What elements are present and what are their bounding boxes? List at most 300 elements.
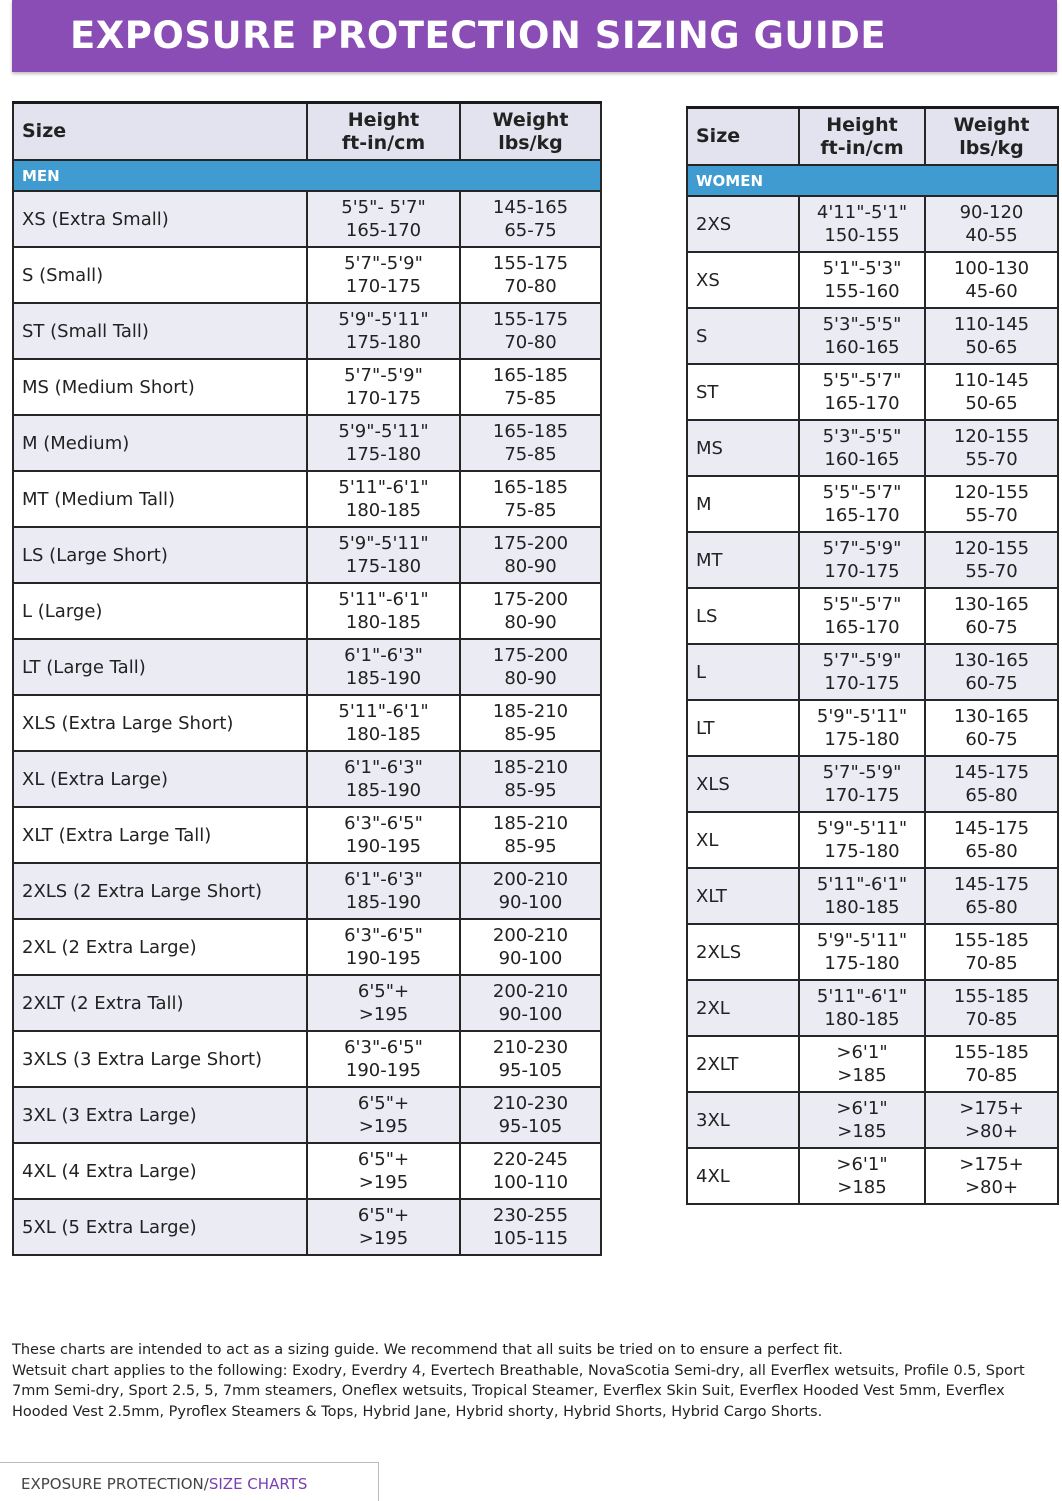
weight-kg: 70-80 <box>504 332 557 353</box>
height-ft-in: 6'5"+ <box>357 1149 410 1170</box>
women-table-row <box>687 1148 1058 1204</box>
weight-kg: 70-85 <box>965 1065 1018 1086</box>
height-ft-in: 6'1"-6'3" <box>344 869 423 890</box>
height-cm: 150-155 <box>824 225 900 246</box>
weight-lbs: 120-155 <box>953 482 1030 503</box>
men-weight-cell <box>460 247 601 303</box>
women-size-cell: XS <box>687 252 799 308</box>
men-size-cell: LS (Large Short) <box>13 527 307 583</box>
height-cm: 170-175 <box>824 785 900 806</box>
men-weight-cell <box>460 639 601 695</box>
weight-lbs: 230-255 <box>492 1205 569 1226</box>
weight-kg: 105-115 <box>492 1228 569 1249</box>
height-ft-in: 5'5"-5'7" <box>822 482 902 503</box>
height-cm: >195 <box>358 1004 409 1025</box>
weight-lbs: 165-185 <box>492 477 569 498</box>
men-height-cell <box>307 583 460 639</box>
men-table-row <box>13 863 601 919</box>
women-size-cell: 2XLT <box>687 1036 799 1092</box>
women-table-row <box>687 364 1058 420</box>
women-height-cell <box>799 420 925 476</box>
height-cm: 180-185 <box>345 724 422 745</box>
men-weight-header: Weight lbs/kg <box>460 103 601 161</box>
height-cm: 160-165 <box>824 449 900 470</box>
women-height-cell <box>799 1092 925 1148</box>
men-table-row <box>13 1087 601 1143</box>
height-cm: 170-175 <box>345 388 422 409</box>
men-size-cell: S (Small) <box>13 247 307 303</box>
height-cm: 160-165 <box>824 337 900 358</box>
weight-lbs: 130-165 <box>953 594 1030 615</box>
women-weight-cell <box>925 924 1058 980</box>
weight-kg: 80-90 <box>504 668 557 689</box>
women-table-row <box>687 700 1058 756</box>
height-cm: 175-180 <box>824 841 900 862</box>
women-size-cell: XLT <box>687 868 799 924</box>
men-height-cell <box>307 807 460 863</box>
men-size-cell: LT (Large Tall) <box>13 639 307 695</box>
men-size-cell: 2XLS (2 Extra Large Short) <box>13 863 307 919</box>
women-height-cell <box>799 1148 925 1204</box>
women-weight-cell <box>925 196 1058 252</box>
height-ft-in: 5'5"- 5'7" <box>341 197 426 218</box>
men-table-row <box>13 415 601 471</box>
height-ft-in: 5'9"-5'11" <box>816 706 908 727</box>
weight-lbs: 130-165 <box>953 706 1030 727</box>
men-table-row <box>13 247 601 303</box>
men-table-row <box>13 471 601 527</box>
men-weight-cell <box>460 919 601 975</box>
height-cm: >185 <box>837 1121 887 1142</box>
men-table-row <box>13 919 601 975</box>
women-weight-cell <box>925 756 1058 812</box>
weight-lbs: 175-200 <box>492 589 569 610</box>
weight-kg: >80+ <box>964 1177 1019 1198</box>
women-size-table <box>686 106 1059 1205</box>
women-weight-cell <box>925 252 1058 308</box>
weight-lbs: 185-210 <box>492 757 569 778</box>
men-size-cell: 5XL (5 Extra Large) <box>13 1199 307 1255</box>
men-weight-cell <box>460 975 601 1031</box>
weight-kg: >80+ <box>964 1121 1019 1142</box>
weight-kg: 50-65 <box>965 393 1018 414</box>
weight-kg: 55-70 <box>965 505 1018 526</box>
weight-lbs: 90-120 <box>959 202 1024 223</box>
men-size-cell: ST (Small Tall) <box>13 303 307 359</box>
women-weight-cell <box>925 980 1058 1036</box>
women-weight-cell <box>925 420 1058 476</box>
women-size-cell: 2XLS <box>687 924 799 980</box>
footer-section: SIZE CHARTS <box>208 1475 308 1493</box>
disclaimer-line-2: Wetsuit chart applies to the following: Exodry, Everdry 4, Evertech Breathable, NovaScotia Semi-dry, all Everflex wetsuits, Profile 0.5, Sport 7mm Semi-dry, Sport 2.5, 5, 7mm steamers, Oneflex wetsuits, Tropical Steamer, Everflex Skin Suit, Everflex Hooded Vest 5mm, Everflex Hooded Vest 2.5mm, Pyroflex Steamers & Tops, Hybrid Jane, Hybrid shorty, Hybrid Shorts, Hybrid Cargo Shorts. <box>12 1362 1025 1420</box>
women-weight-cell <box>925 644 1058 700</box>
height-ft-in: 5'9"-5'11" <box>816 930 908 951</box>
women-size-cell: XL <box>687 812 799 868</box>
weight-kg: 45-60 <box>965 281 1018 302</box>
height-ft-in: 5'5"-5'7" <box>822 370 902 391</box>
footer-label <box>21 1475 307 1493</box>
women-height-cell <box>799 364 925 420</box>
height-ft-in: 6'1"-6'3" <box>344 757 423 778</box>
height-ft-in: 5'11"-6'1" <box>816 874 908 895</box>
height-cm: 165-170 <box>824 505 900 526</box>
men-weight-cell <box>460 583 601 639</box>
weight-kg: 75-85 <box>504 444 557 465</box>
height-ft-in: 5'7"-5'9" <box>344 365 423 386</box>
women-height-cell <box>799 644 925 700</box>
women-weight-cell <box>925 812 1058 868</box>
men-header-row <box>13 103 601 161</box>
height-cm: 180-185 <box>345 612 422 633</box>
weight-lbs: 155-185 <box>953 1042 1030 1063</box>
weight-lbs: >175+ <box>959 1154 1024 1175</box>
height-cm: >195 <box>358 1228 409 1249</box>
men-size-table <box>12 101 602 1256</box>
women-height-cell <box>799 588 925 644</box>
men-size-cell: XL (Extra Large) <box>13 751 307 807</box>
men-size-cell: 2XL (2 Extra Large) <box>13 919 307 975</box>
men-size-cell: MS (Medium Short) <box>13 359 307 415</box>
women-section-bar <box>687 165 1058 196</box>
height-ft-in: 5'9"-5'11" <box>338 421 429 442</box>
women-height-cell <box>799 532 925 588</box>
men-size-cell: MT (Medium Tall) <box>13 471 307 527</box>
weight-lbs: 145-165 <box>492 197 569 218</box>
women-table-row <box>687 588 1058 644</box>
men-weight-cell <box>460 695 601 751</box>
women-size-cell: XLS <box>687 756 799 812</box>
height-cm: 180-185 <box>824 1009 900 1030</box>
men-size-cell: L (Large) <box>13 583 307 639</box>
women-weight-cell <box>925 588 1058 644</box>
weight-kg: 85-95 <box>504 836 557 857</box>
height-cm: 190-195 <box>345 1060 422 1081</box>
men-height-cell <box>307 527 460 583</box>
height-cm: 170-175 <box>345 276 422 297</box>
men-height-cell <box>307 975 460 1031</box>
women-height-cell <box>799 1036 925 1092</box>
height-ft-in: 5'9"-5'11" <box>816 818 908 839</box>
men-weight-cell <box>460 1087 601 1143</box>
footer-brand: EXPOSURE PROTECTION/ <box>21 1475 209 1493</box>
women-height-cell <box>799 980 925 1036</box>
weight-lbs: 145-175 <box>953 762 1030 783</box>
title-banner <box>12 0 1057 72</box>
men-table-row <box>13 303 601 359</box>
height-ft-in: 5'9"-5'11" <box>338 309 429 330</box>
men-table-row <box>13 695 601 751</box>
weight-lbs: 175-200 <box>492 533 569 554</box>
height-ft-in: 5'5"-5'7" <box>822 594 902 615</box>
women-table-row <box>687 196 1058 252</box>
men-size-cell: 3XL (3 Extra Large) <box>13 1087 307 1143</box>
weight-lbs: 175-200 <box>492 645 569 666</box>
women-height-cell <box>799 924 925 980</box>
height-cm: 170-175 <box>824 673 900 694</box>
height-ft-in: 4'11"-5'1" <box>816 202 908 223</box>
women-size-cell: 2XL <box>687 980 799 1036</box>
height-cm: 190-195 <box>345 836 422 857</box>
weight-kg: 90-100 <box>498 948 563 969</box>
women-height-cell <box>799 812 925 868</box>
weight-kg: 60-75 <box>965 729 1018 750</box>
men-table-row <box>13 975 601 1031</box>
height-cm: 155-160 <box>824 281 900 302</box>
women-size-cell: LT <box>687 700 799 756</box>
men-size-cell: 2XLT (2 Extra Tall) <box>13 975 307 1031</box>
weight-lbs: 120-155 <box>953 538 1030 559</box>
weight-kg: 95-105 <box>498 1060 563 1081</box>
height-ft-in: 5'11"-6'1" <box>338 589 429 610</box>
weight-lbs: 165-185 <box>492 365 569 386</box>
weight-lbs: 145-175 <box>953 818 1030 839</box>
weight-lbs: >175+ <box>959 1098 1024 1119</box>
height-cm: 165-170 <box>345 220 422 241</box>
men-weight-cell <box>460 303 601 359</box>
women-height-cell <box>799 700 925 756</box>
women-weight-cell <box>925 364 1058 420</box>
men-height-cell <box>307 1031 460 1087</box>
women-table-row <box>687 1036 1058 1092</box>
women-weight-cell <box>925 700 1058 756</box>
men-weight-cell <box>460 1031 601 1087</box>
height-cm: 190-195 <box>345 948 422 969</box>
men-height-cell <box>307 191 460 247</box>
height-cm: 180-185 <box>824 897 900 918</box>
women-weight-header: Weight lbs/kg <box>925 108 1058 166</box>
men-weight-cell <box>460 527 601 583</box>
height-ft-in: 6'3"-6'5" <box>344 1037 423 1058</box>
height-cm: 175-180 <box>824 953 900 974</box>
women-size-cell: S <box>687 308 799 364</box>
women-weight-cell <box>925 532 1058 588</box>
men-table-row <box>13 751 601 807</box>
women-table-row <box>687 308 1058 364</box>
men-height-cell <box>307 1199 460 1255</box>
men-table-row <box>13 583 601 639</box>
weight-kg: 55-70 <box>965 449 1018 470</box>
women-height-cell <box>799 196 925 252</box>
women-height-cell <box>799 308 925 364</box>
weight-lbs: 155-175 <box>492 309 569 330</box>
men-weight-cell <box>460 1199 601 1255</box>
men-height-cell <box>307 415 460 471</box>
weight-kg: 70-80 <box>504 276 557 297</box>
women-table-row <box>687 868 1058 924</box>
height-ft-in: 6'3"-6'5" <box>344 813 423 834</box>
men-size-cell: M (Medium) <box>13 415 307 471</box>
weight-lbs: 130-165 <box>953 650 1030 671</box>
men-weight-cell <box>460 751 601 807</box>
women-section-label: WOMEN <box>687 165 1058 196</box>
page-title: EXPOSURE PROTECTION SIZING GUIDE <box>70 14 887 57</box>
men-table-row <box>13 807 601 863</box>
height-ft-in: 5'7"-5'9" <box>822 538 902 559</box>
men-height-cell <box>307 1143 460 1199</box>
men-weight-cell <box>460 471 601 527</box>
height-cm: >195 <box>358 1116 409 1137</box>
men-size-cell: XS (Extra Small) <box>13 191 307 247</box>
men-table-row <box>13 359 601 415</box>
height-cm: 175-180 <box>345 556 422 577</box>
weight-lbs: 110-145 <box>953 314 1030 335</box>
weight-lbs: 185-210 <box>492 701 569 722</box>
men-height-cell <box>307 1087 460 1143</box>
men-size-cell: 3XLS (3 Extra Large Short) <box>13 1031 307 1087</box>
women-weight-cell <box>925 1092 1058 1148</box>
weight-kg: 80-90 <box>504 556 557 577</box>
height-cm: 185-190 <box>345 780 422 801</box>
weight-kg: 90-100 <box>498 1004 563 1025</box>
women-height-header: Height ft-in/cm <box>799 108 925 166</box>
disclaimer-line-1: These charts are intended to act as a sizing guide. We recommend that all suits be tried on to ensure a perfect fit. <box>12 1342 843 1358</box>
height-ft-in: 5'7"-5'9" <box>344 253 423 274</box>
women-height-cell <box>799 756 925 812</box>
women-height-cell <box>799 868 925 924</box>
men-weight-cell <box>460 1143 601 1199</box>
men-table-row <box>13 527 601 583</box>
women-weight-cell <box>925 1148 1058 1204</box>
weight-kg: 60-75 <box>965 673 1018 694</box>
weight-lbs: 210-230 <box>492 1037 569 1058</box>
height-cm: 175-180 <box>345 444 422 465</box>
women-table-row <box>687 980 1058 1036</box>
height-ft-in: 5'7"-5'9" <box>822 762 902 783</box>
height-cm: 170-175 <box>824 561 900 582</box>
women-size-cell: MT <box>687 532 799 588</box>
weight-kg: 85-95 <box>504 780 557 801</box>
men-section-bar <box>13 160 601 191</box>
women-table-row <box>687 644 1058 700</box>
men-height-cell <box>307 471 460 527</box>
men-height-cell <box>307 639 460 695</box>
men-height-header: Height ft-in/cm <box>307 103 460 161</box>
women-size-cell: L <box>687 644 799 700</box>
men-table-row <box>13 639 601 695</box>
men-size-cell: XLT (Extra Large Tall) <box>13 807 307 863</box>
women-height-cell <box>799 252 925 308</box>
men-weight-cell <box>460 359 601 415</box>
men-weight-cell <box>460 863 601 919</box>
weight-lbs: 185-210 <box>492 813 569 834</box>
height-ft-in: 6'5"+ <box>357 1205 410 1226</box>
women-size-header: Size <box>687 108 799 166</box>
women-weight-cell <box>925 868 1058 924</box>
weight-lbs: 200-210 <box>492 869 569 890</box>
women-table-row <box>687 812 1058 868</box>
height-ft-in: >6'1" <box>836 1154 888 1175</box>
men-size-header: Size <box>13 103 307 161</box>
height-cm: 165-170 <box>824 617 900 638</box>
weight-kg: 70-85 <box>965 953 1018 974</box>
women-height-cell <box>799 476 925 532</box>
weight-kg: 50-65 <box>965 337 1018 358</box>
men-height-cell <box>307 863 460 919</box>
weight-kg: 75-85 <box>504 500 557 521</box>
weight-lbs: 200-210 <box>492 981 569 1002</box>
weight-kg: 80-90 <box>504 612 557 633</box>
men-table-row <box>13 1031 601 1087</box>
footer-tab <box>0 1462 379 1501</box>
men-table-row <box>13 191 601 247</box>
women-size-cell: MS <box>687 420 799 476</box>
weight-kg: 55-70 <box>965 561 1018 582</box>
weight-lbs: 110-145 <box>953 370 1030 391</box>
weight-lbs: 100-130 <box>953 258 1030 279</box>
women-table-row <box>687 1092 1058 1148</box>
height-cm: >185 <box>837 1177 887 1198</box>
disclaimer <box>12 1340 1057 1422</box>
women-weight-cell <box>925 308 1058 364</box>
height-ft-in: >6'1" <box>836 1098 888 1119</box>
height-ft-in: >6'1" <box>836 1042 888 1063</box>
weight-lbs: 155-175 <box>492 253 569 274</box>
men-size-cell: 4XL (4 Extra Large) <box>13 1143 307 1199</box>
men-table-row <box>13 1143 601 1199</box>
weight-lbs: 120-155 <box>953 426 1030 447</box>
women-size-cell: M <box>687 476 799 532</box>
weight-lbs: 210-230 <box>492 1093 569 1114</box>
height-ft-in: 5'9"-5'11" <box>338 533 429 554</box>
weight-lbs: 165-185 <box>492 421 569 442</box>
women-table-row <box>687 532 1058 588</box>
women-table-row <box>687 420 1058 476</box>
weight-kg: 75-85 <box>504 388 557 409</box>
men-height-cell <box>307 247 460 303</box>
weight-lbs: 145-175 <box>953 874 1030 895</box>
height-cm: 185-190 <box>345 668 422 689</box>
height-cm: 165-170 <box>824 393 900 414</box>
height-cm: 185-190 <box>345 892 422 913</box>
height-ft-in: 5'7"-5'9" <box>822 650 902 671</box>
men-weight-cell <box>460 807 601 863</box>
weight-kg: 65-80 <box>965 897 1018 918</box>
women-size-cell: 4XL <box>687 1148 799 1204</box>
men-weight-cell <box>460 415 601 471</box>
height-ft-in: 5'1"-5'3" <box>822 258 902 279</box>
women-table-row <box>687 756 1058 812</box>
women-size-cell: ST <box>687 364 799 420</box>
height-cm: >185 <box>837 1065 887 1086</box>
height-ft-in: 5'3"-5'5" <box>822 426 902 447</box>
men-height-cell <box>307 359 460 415</box>
women-size-cell: 3XL <box>687 1092 799 1148</box>
weight-lbs: 200-210 <box>492 925 569 946</box>
weight-lbs: 155-185 <box>953 986 1030 1007</box>
men-height-cell <box>307 751 460 807</box>
height-ft-in: 5'11"-6'1" <box>816 986 908 1007</box>
men-weight-cell <box>460 191 601 247</box>
height-cm: 175-180 <box>824 729 900 750</box>
women-weight-cell <box>925 1036 1058 1092</box>
height-cm: 180-185 <box>345 500 422 521</box>
women-table-row <box>687 924 1058 980</box>
weight-kg: 65-80 <box>965 785 1018 806</box>
weight-kg: 40-55 <box>965 225 1018 246</box>
height-ft-in: 5'11"-6'1" <box>338 701 429 722</box>
weight-kg: 70-85 <box>965 1009 1018 1030</box>
women-table-row <box>687 252 1058 308</box>
men-table-row <box>13 1199 601 1255</box>
weight-lbs: 220-245 <box>492 1149 569 1170</box>
men-height-cell <box>307 919 460 975</box>
women-header-row <box>687 108 1058 166</box>
men-height-cell <box>307 303 460 359</box>
height-cm: 175-180 <box>345 332 422 353</box>
men-size-cell: XLS (Extra Large Short) <box>13 695 307 751</box>
height-ft-in: 5'11"-6'1" <box>338 477 429 498</box>
height-ft-in: 6'5"+ <box>357 981 410 1002</box>
